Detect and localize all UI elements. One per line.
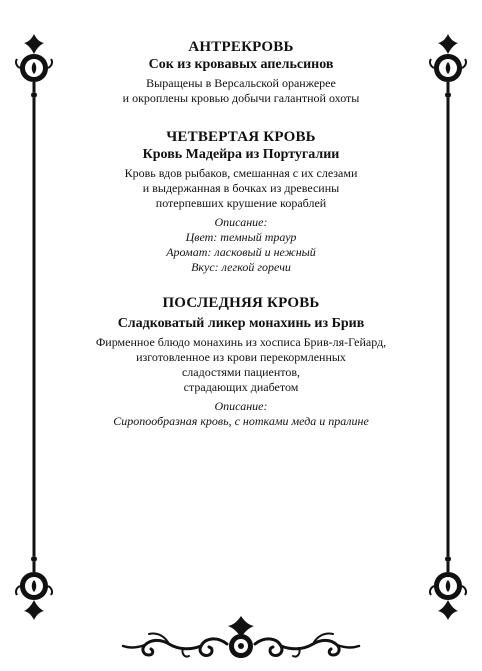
section-subtitle: Кровь Мадейра из Португалии [142,147,340,162]
body-line: Фирменное блюдо монахинь из хосписа Брив-ля-Гейард, [95,335,387,349]
description-line: Сиропообразная кровь, с нотками меда и пралине [113,414,369,428]
menu-section-chetvertaya-krov [60,128,422,275]
bottom-scroll-flourish-icon [121,612,361,662]
menu-section-poslednyaya-krov [60,294,422,429]
body-line: Кровь вдов рыбаков, смешанная с их слезами [124,166,358,180]
left-border-flourish-icon [14,32,54,622]
description-line: Описание: [214,215,268,229]
description-line: Описание: [214,399,268,413]
section-title: ЧЕТВЕРТАЯ КРОВЬ [166,129,316,145]
section-subtitle: Сладковатый ликер монахинь из Брив [117,316,365,331]
section-title: ПОСЛЕДНЯЯ КРОВЬ [162,295,320,311]
right-border-flourish-icon [428,32,468,622]
body-line: потерпевших крушение кораблей [155,196,327,210]
body-line: и окроплены кровью добычи галантной охоты [122,91,360,105]
description-line: Вкус: легкой горечи [191,260,291,274]
section-title: АНТРЕКРОВЬ [188,39,294,55]
body-line: Выращены в Версальской оранжерее [146,76,336,90]
menu-section-antrekrov [60,38,422,106]
body-line: сладостями пациентов, [181,365,301,379]
description-line: Аромат: ласковый и нежный [166,245,316,259]
body-line: страдающих диабетом [183,380,299,394]
description-line: Цвет: темный траур [185,230,297,244]
section-subtitle: Сок из кровавых апельсинов [148,57,334,72]
body-line: изготовленное из крови перекормленных [136,350,346,364]
body-line: и выдержанная в бочках из древесины [142,181,340,195]
